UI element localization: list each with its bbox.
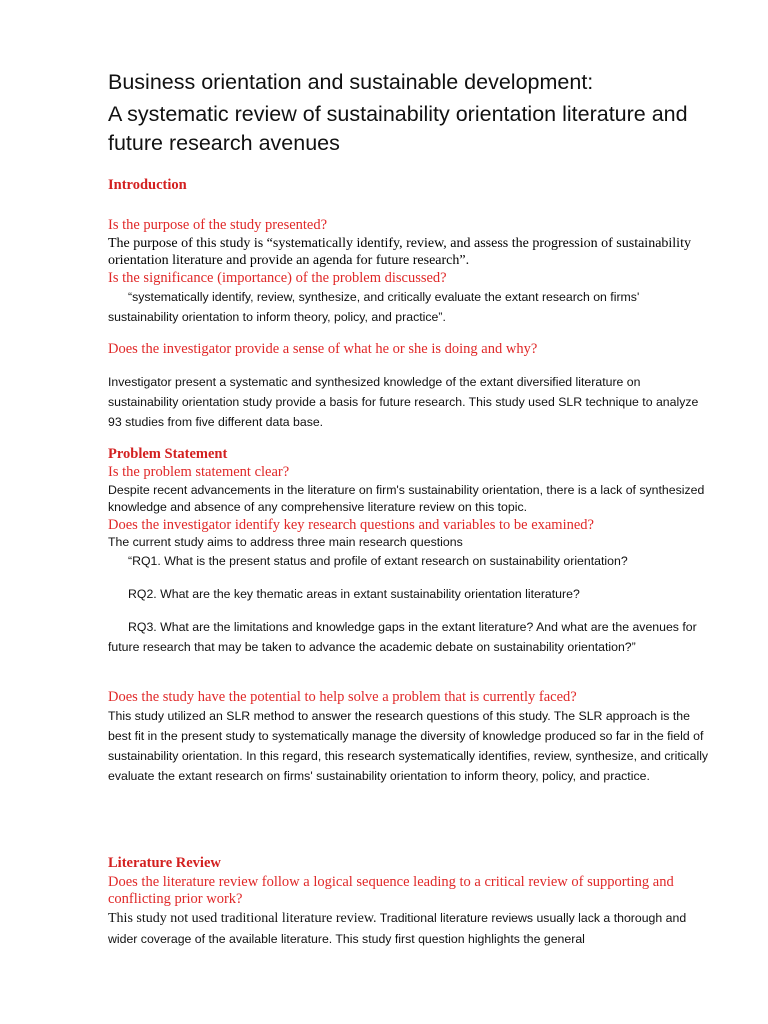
document-title-line-1: Business orientation and sustainable development: xyxy=(108,70,594,94)
document-title-line-3: future research avenues xyxy=(108,131,340,155)
problem-question-potential: Does the study have the potential to help solve a problem that is currently faced? xyxy=(108,689,577,705)
problem-statement-heading: Problem Statement xyxy=(108,446,228,462)
introduction-heading: Introduction xyxy=(108,177,187,193)
intro-question-significance: Is the significance (importance) of the problem discussed? xyxy=(108,270,447,286)
problem-answer-clear: Despite recent advancements in the literature on firm's sustainability orientation, there is a lack of synthesized knowledge and absence of any comprehensive literature review on this topic. xyxy=(108,483,705,514)
intro-answer-purpose: The purpose of this study is “systematically identify, review, and assess the progression of sustainability orientation literature and provide an agenda for future research”. xyxy=(108,236,691,268)
research-question-3: RQ3. What are the limitations and knowledge gaps in the extant literature? And what are the avenues for future research that may be taken to advance the academic debate on sustainability orientation?” xyxy=(108,620,697,654)
document-title-line-2: A systematic review of sustainability orientation literature and xyxy=(108,102,688,126)
research-question-1: “RQ1. What is the present status and profile of extant research on sustainability orientation? xyxy=(128,554,628,568)
intro-question-purpose: Is the purpose of the study presented? xyxy=(108,217,328,233)
problem-question-clear: Is the problem statement clear? xyxy=(108,464,290,480)
problem-answer-potential: This study utilized an SLR method to answer the research questions of this study. The SLR approach is the best fit in the present study to systematically manage the diversity of knowledge produced so far in the field of sustainability orientation. In this regard, this research systematically identifies, review, synthesize, and critically evaluate the extant research on firms' sustainability orientation to inform theory, policy, and practice. xyxy=(108,709,709,783)
literature-answer-sequence xyxy=(108,908,710,949)
intro-answer-significance: “systematically identify, review, synthesize, and critically evaluate the extant research on firms' sustainability orientation to inform theory, policy, and practice”. xyxy=(108,290,640,324)
intro-answer-sense: Investigator present a systematic and synthesized knowledge of the extant diversified literature on sustainability orientation study provide a basis for future research. This study used SLR technique to analyze 93 studies from five different data base. xyxy=(108,375,699,429)
literature-answer-sans-part: Traditional literature reviews usually lack a thorough and wider coverage of the available literature. This study first question highlights the general xyxy=(108,911,687,946)
literature-question-sequence: Does the literature review follow a logical sequence leading to a critical review of supporting and conflicting prior work? xyxy=(108,874,674,907)
literature-review-heading: Literature Review xyxy=(108,855,221,871)
problem-question-research: Does the investigator identify key research questions and variables to be examined? xyxy=(108,517,594,533)
problem-answer-research: The current study aims to address three main research questions xyxy=(108,535,463,549)
research-question-2: RQ2. What are the key thematic areas in extant sustainability orientation literature? xyxy=(128,587,580,601)
intro-question-sense: Does the investigator provide a sense of what he or she is doing and why? xyxy=(108,341,538,357)
literature-answer-serif-part: This study not used traditional literature review. xyxy=(108,911,377,926)
